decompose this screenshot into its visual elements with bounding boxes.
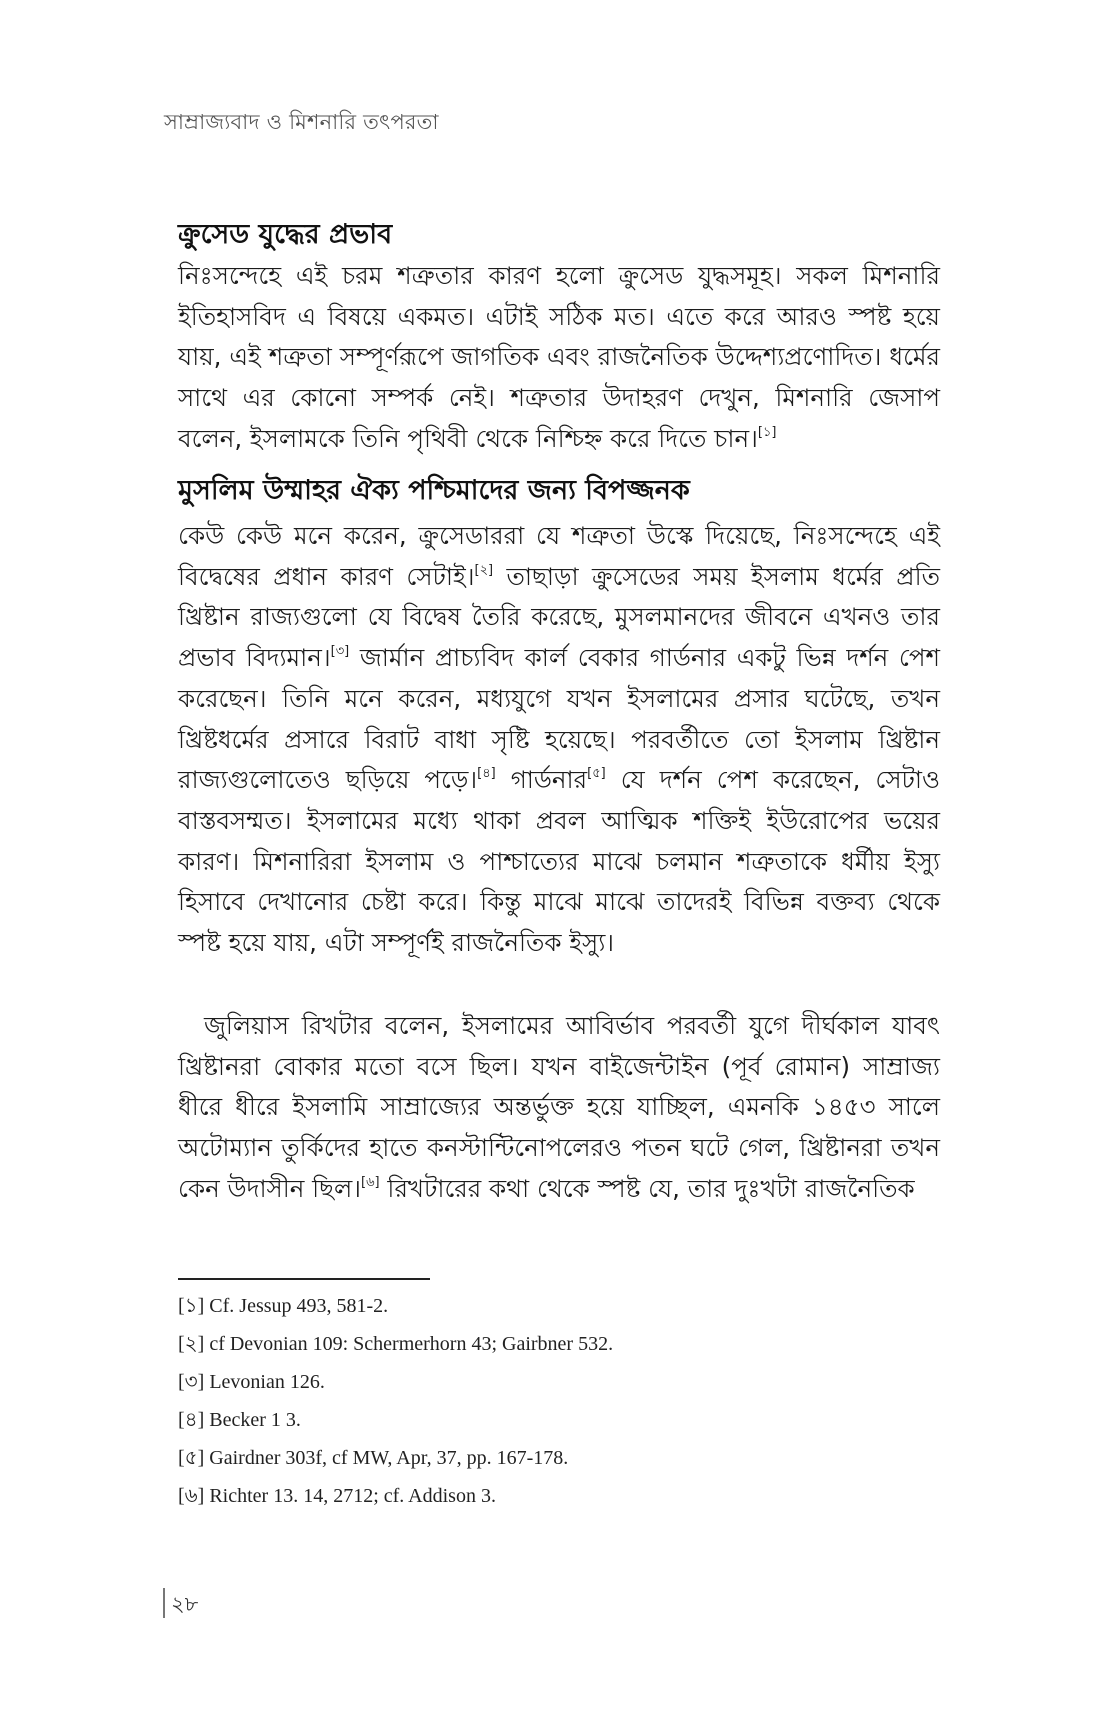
footnote-item: [৬] Richter 13. 14, 2712; cf. Addison 3. [178, 1485, 496, 1507]
footnote-ref[interactable]: [১] [757, 424, 777, 440]
footnote-ref[interactable]: [৪] [477, 766, 496, 782]
footnote-item: [৪] Becker 1 3. [178, 1409, 301, 1431]
paragraph-text: জুলিয়াস রিখটার বলেন, ইসলামের আবির্ভাব পরবর্তী যুগে দীর্ঘকাল যাবৎ খ্রিষ্টানরা বোকার মতো বসে ছিল। যখন বাইজেন্টাইন (পূর্ব রোমান) সাম্রাজ্য ধীরে ধীরে ইসলামি সাম্রাজ্যের অন্তর্ভুক্ত হয়ে যাচ্ছিল, এমনকি ১৪৫৩ সালে অটোম্যান তুর্কিদের হাতে কনস্টান্টিনোপলেরও পতন ঘটে গেল, খ্রিষ্টানরা তখন কেন উদাসীন ছিল। [178, 1011, 940, 1203]
section-heading-crusade: ক্রুসেড যুদ্ধের প্রভাব [178, 219, 393, 250]
footnote-item: [৩] Levonian 126. [178, 1371, 325, 1393]
footnote-ref[interactable]: [৬] [361, 1174, 380, 1190]
running-header: সাম্রাজ্যবাদ ও মিশনারি তৎপরতা [164, 110, 439, 134]
paragraph-unity-1 [178, 516, 940, 964]
paragraph-text: গার্ডনার [495, 765, 588, 795]
section-heading-unity: মুসলিম উম্মাহর ঐক্য পশ্চিমাদের জন্য বিপজ্জনক [178, 475, 690, 506]
paragraph-text: কেউ কেউ মনে করেন, ক্রুসেডাররা যে শত্রুতা উস্কে দিয়েছে, নিঃসন্দেহে এই বিদ্বেষের প্রধান কারণ সেটাই। [178, 521, 940, 591]
paragraph-text: তাছাড়া ক্রুসেডের সময় ইসলাম ধর্মের প্রতি খ্রিষ্টান রাজ্যগুলো যে বিদ্বেষ তৈরি করেছে, মুসলমানদের জীবনে এখনও তার প্রভাব বিদ্যমান। [178, 561, 940, 673]
footnote-item: [২] cf Devonian 109: Schermerhorn 43; Gairbner 532. [178, 1333, 614, 1355]
paragraph-text: যে দর্শন পেশ করেছেন, সেটাও বাস্তবসম্মত। ইসলামের মধ্যে থাকা প্রবল আত্মিক শক্তিই ইউরোপের ভয়ের কারণ। মিশনারিরা ইসলাম ও পাশ্চাত্যের মাঝে চলমান শত্রুতাকে ধর্মীয় ইস্যু হিসাবে দেখানোর চেষ্টা করে। কিন্তু মাঝে মাঝে তাদেরই বিভিন্ন বক্তব্য থেকে স্পষ্ট হয়ে যায়, এটা সম্পূর্ণই রাজনৈতিক ইস্যু। [178, 765, 940, 958]
footnote-ref[interactable]: [৫] [587, 766, 606, 782]
footnote-ref[interactable]: [৩] [330, 644, 350, 660]
page-number: ২৮ [171, 1592, 199, 1616]
paragraph-crusade [178, 256, 940, 460]
page-number-marker [163, 1588, 165, 1618]
footnotes-list [178, 1287, 940, 1515]
footnote-divider [178, 1278, 430, 1280]
paragraph-unity-2 [178, 1006, 940, 1210]
paragraph-text: রিখটারের কথা থেকে স্পষ্ট যে, তার দুঃখটা রাজনৈতিক [379, 1173, 915, 1203]
footnote-item: [৫] Gairdner 303f, cf MW, Apr, 37, pp. 167-178. [178, 1447, 569, 1469]
footnote-item: [১] Cf. Jessup 493, 581-2. [178, 1295, 389, 1317]
paragraph-text: জার্মান প্রাচ্যবিদ কার্ল বেকার গার্ডনার একটু ভিন্ন দর্শন পেশ করেছেন। তিনি মনে করেন, মধ্যযুগে যখন ইসলামের প্রসার ঘটেছে, তখন খ্রিষ্টধর্মের প্রসারে বিরাট বাধা সৃষ্টি হয়েছে। পরবর্তীতে তো ইসলাম খ্রিষ্টান রাজ্যগুলোতেও ছড়িয়ে পড়ে। [178, 643, 940, 795]
footnote-ref[interactable]: [২] [474, 562, 494, 578]
paragraph-text: নিঃসন্দেহে এই চরম শত্রুতার কারণ হলো ক্রুসেড যুদ্ধসমূহ। সকল মিশনারি ইতিহাসবিদ এ বিষয়ে একমত। এটাই সঠিক মত। এতে করে আরও স্পষ্ট হয়ে যায়, এই শত্রুতা সম্পূর্ণরূপে জাগতিক এবং রাজনৈতিক উদ্দেশ্যপ্রণোদিত। ধর্মের সাথে এর কোনো সম্পর্ক নেই। শত্রুতার উদাহরণ দেখুন, মিশনারি জেসাপ বলেন, ইসলামকে তিনি পৃথিবী থেকে নিশ্চিহ্ন করে দিতে চান। [178, 261, 940, 453]
